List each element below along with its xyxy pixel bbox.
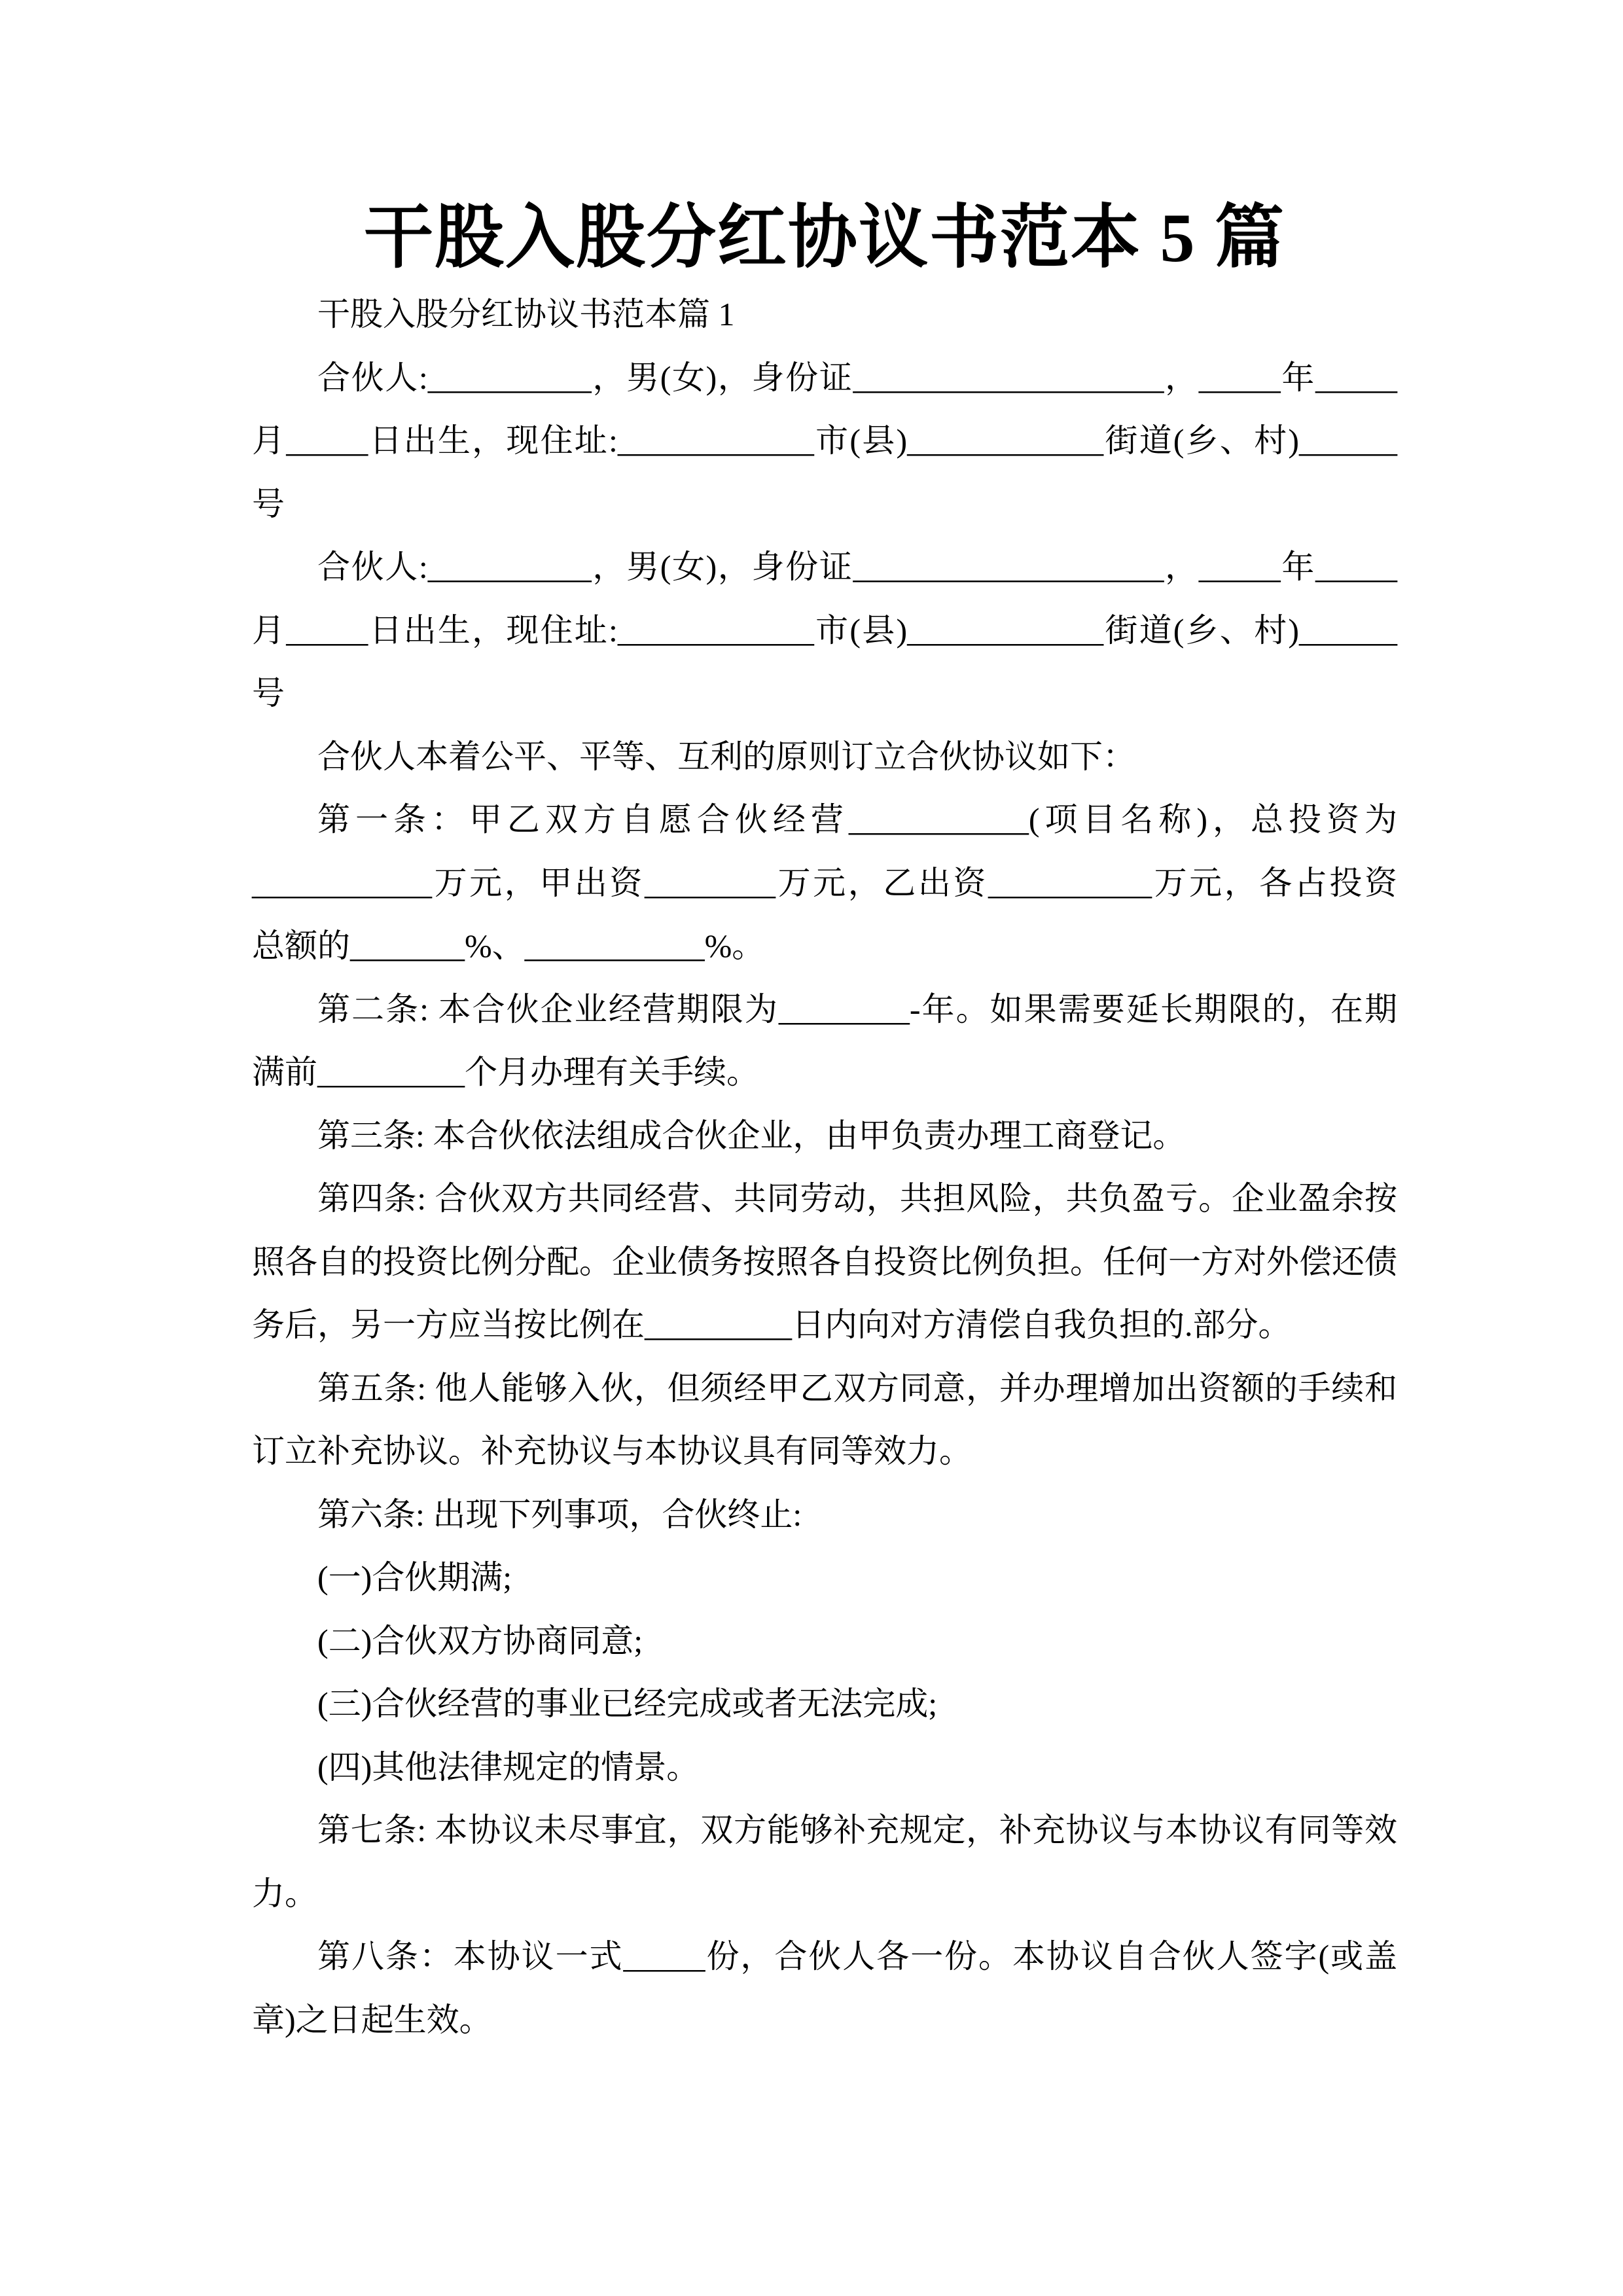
text-line-11: 第二条: 本合伙企业经营期限为________-年。如果需要延长期限的，在期 <box>317 990 1397 1028</box>
text-line-16: 务后，另一方应当按比例在_________日内向对方清偿自我负担的.部分。 <box>252 1306 1291 1343</box>
text-line-15: 照各自的投资比例分配。企业债务按照各自投资比例负担。任何一方对外偿还债 <box>252 1243 1397 1280</box>
text-line-20: (一)合伙期满; <box>317 1559 512 1596</box>
text-line-5: 月_____日出生，现住址:____________市(县)____________街道(乡、村)______ <box>252 611 1397 649</box>
document-title: 干股入股分红协议书范本 5 篇 <box>364 200 1285 276</box>
text-line-9: ___________万元，甲出资________万元，乙出资__________万元，各占投资 <box>252 864 1397 901</box>
text-line-0: 干股入股分红协议书范本篇 1 <box>317 296 735 332</box>
text-line-7: 合伙人本着公平、平等、互利的原则订立合伙协议如下： <box>317 738 1135 775</box>
text-line-8: 第一条：甲乙双方自愿合伙经营___________(项目名称)，总投资为 <box>317 801 1397 838</box>
text-line-25: 力。 <box>252 1874 317 1912</box>
text-line-17: 第五条: 他人能够入伙，但须经甲乙双方同意，并办理增加出资额的手续和 <box>317 1369 1397 1407</box>
text-line-24: 第七条: 本协议未尽事宜，双方能够补充规定，补充协议与本协议有同等效 <box>317 1812 1397 1848</box>
text-line-6: 号 <box>252 675 285 711</box>
text-line-18: 订立补充协议。补充协议与本协议具有同等效力。 <box>252 1433 972 1469</box>
text-line-12: 满前_________个月办理有关手续。 <box>252 1054 759 1090</box>
text-line-22: (三)合伙经营的事业已经完成或者无法完成; <box>317 1685 938 1722</box>
text-line-13: 第三条: 本合伙依法组成合伙企业，由甲负责办理工商登记。 <box>317 1117 1186 1154</box>
text-line-19: 第六条: 出现下列事项，合伙终止: <box>317 1496 802 1533</box>
text-line-14: 第四条: 合伙双方共同经营、共同劳动，共担风险，共负盈亏。企业盈余按 <box>317 1180 1397 1217</box>
text-line-21: (二)合伙双方协商同意; <box>317 1622 643 1659</box>
document-body <box>252 283 1397 2051</box>
text-line-4: 合伙人:__________，男(女)，身份证___________________，_____年_____ <box>317 548 1397 585</box>
text-line-26: 第八条：本协议一式_____份，合伙人各一份。本协议自合伙人签字(或盖 <box>317 1938 1397 1975</box>
text-line-2: 月_____日出生，现住址:____________市(县)____________街道(乡、村)______ <box>252 422 1397 459</box>
text-line-27: 章)之日起生效。 <box>252 2001 492 2038</box>
text-line-23: (四)其他法律规定的情景。 <box>317 1748 700 1785</box>
text-line-3: 号 <box>252 485 285 522</box>
text-line-1: 合伙人:__________，男(女)，身份证___________________，_____年_____ <box>317 359 1397 396</box>
text-line-10: 总额的_______%、___________%。 <box>252 927 765 964</box>
